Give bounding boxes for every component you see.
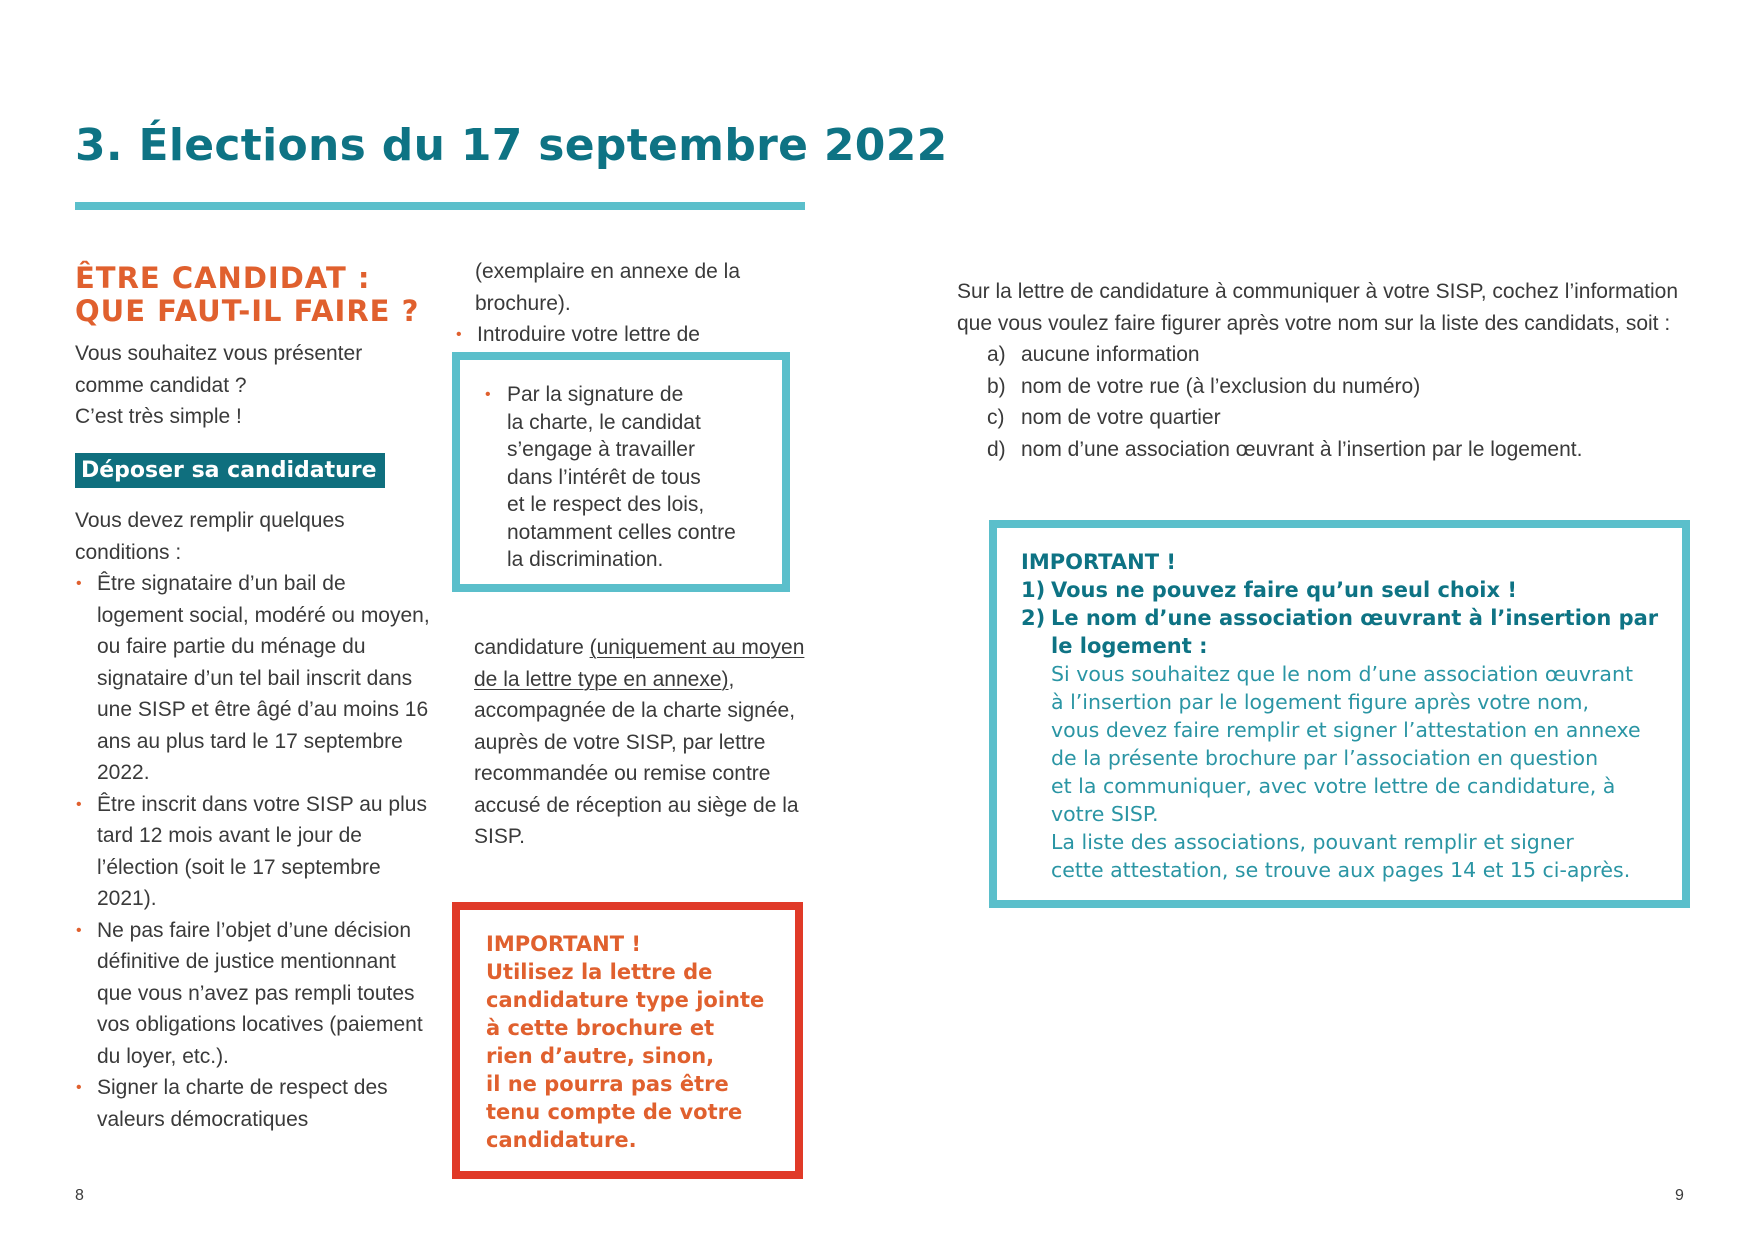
page-number-left: 8 xyxy=(75,1187,84,1204)
warning-line: à cette brochure et xyxy=(486,1016,715,1040)
important-detail-line: vous devez faire remplir et signer l’attestation en annexe xyxy=(1051,718,1641,742)
option-item: d) nom d’une association œuvrant à l’insertion par le logement. xyxy=(987,437,1583,461)
important-detail-line: à l’insertion par le logement figure après votre nom, xyxy=(1051,690,1590,714)
options-list xyxy=(957,339,1697,465)
section-heading xyxy=(75,262,419,328)
intro-text xyxy=(75,338,435,433)
warning-line: il ne pourra pas être xyxy=(486,1072,729,1096)
title-divider xyxy=(75,202,805,210)
conditions-list xyxy=(75,568,435,1135)
warning-line: rien d’autre, sinon, xyxy=(486,1044,715,1068)
condition-item: • Introduire votre lettre de xyxy=(455,319,815,351)
condition-item: • Être inscrit dans votre SISP au plus tard 12 mois avant le jour de l’élection (soit le 17 septembre 2021). xyxy=(75,789,435,915)
conditions-block xyxy=(75,505,435,1135)
charter-note-line: notamment celles contre xyxy=(507,520,736,544)
important-detail-line: Si vous souhaitez que le nom d’une association œuvrant xyxy=(1051,662,1633,686)
condition-item: • Ne pas faire l’objet d’une décision définitive de justice mentionnant que vous n’avez pas rempli toutes vos obligations locatives (paiement du loyer, etc.). xyxy=(75,915,435,1073)
options-intro: Sur la lettre de candidature à communiquer à votre SISP, cochez l’information que vous voulez faire figurer après votre nom sur la liste des candidats, soit : xyxy=(957,280,1678,335)
charter-note-line: et le respect des lois, xyxy=(507,493,705,516)
section-heading-line-1: ÊTRE CANDIDAT : xyxy=(75,261,371,295)
bullet-icon: • xyxy=(456,326,462,343)
charter-note-line: Par la signature de xyxy=(507,383,684,406)
page-number-right: 9 xyxy=(1675,1187,1684,1204)
important-point-1: 1) Vous ne pouvez faire qu’un seul choix ! xyxy=(1021,578,1517,602)
right-column xyxy=(957,276,1697,465)
warning-line: candidature. xyxy=(486,1128,637,1152)
warning-line: tenu compte de votre xyxy=(486,1100,743,1124)
continuation-text: (exemplaire en annexe de la brochure). xyxy=(475,260,741,315)
warning-text xyxy=(486,930,796,1154)
bullet-icon: • xyxy=(76,795,82,813)
charter-note-line: la discrimination. xyxy=(507,548,664,571)
condition-item: • Signer la charte de respect des valeurs démocratiques xyxy=(75,1072,435,1135)
charter-note-line: la charte, le candidat xyxy=(507,410,701,434)
intro-line-1: Vous souhaitez vous présenter xyxy=(75,342,363,365)
intro-line-3: C’est très simple ! xyxy=(75,405,242,428)
important-detail xyxy=(1021,660,1671,884)
important-title: IMPORTANT ! xyxy=(1021,550,1176,574)
important-detail-line: et la communiquer, avec votre lettre de candidature, à xyxy=(1051,774,1616,798)
letter-template-reference: (uniquement au moyen de la lettre type en annexe) xyxy=(474,636,805,691)
important-detail-line: votre SISP. xyxy=(1051,802,1159,826)
charter-note xyxy=(485,381,785,574)
bullet-icon: • xyxy=(485,386,491,403)
important-detail-line: cette attestation, se trouve aux pages 14 et 15 ci-après. xyxy=(1051,858,1631,882)
bullet-icon: • xyxy=(76,921,82,939)
option-item: b) nom de votre rue (à l’exclusion du numéro) xyxy=(987,374,1421,398)
page-title: 3. Élections du 17 septembre 2022 xyxy=(75,120,948,171)
important-point-2: 2) Le nom d’une association œuvrant à l’insertion par le logement : xyxy=(1021,606,1659,658)
charter-note-line: dans l’intérêt de tous xyxy=(507,465,701,489)
conditions-intro: Vous devez remplir quelques conditions : xyxy=(75,509,345,564)
bullet-icon: • xyxy=(76,575,82,592)
warning-title: IMPORTANT ! xyxy=(486,932,641,956)
warning-line: candidature type jointe xyxy=(486,988,765,1012)
important-detail-line: de la présente brochure par l’association en question xyxy=(1051,746,1599,770)
subsection-badge: Déposer sa candidature xyxy=(75,453,385,488)
bullet-icon: • xyxy=(76,1079,82,1096)
option-item: c) nom de votre quartier xyxy=(987,406,1221,429)
important-detail-line: La liste des associations, pouvant remplir et signer xyxy=(1051,830,1574,854)
option-item: a) aucune information xyxy=(987,343,1200,366)
intro-line-2: comme candidat ? xyxy=(75,373,247,397)
warning-line: Utilisez la lettre de xyxy=(486,960,713,984)
section-heading-line-2: QUE FAUT-IL FAIRE ? xyxy=(75,294,420,328)
middle-bullets xyxy=(455,319,815,351)
submission-text: candidature (uniquement au moyen de la lettre type en annexe), accompagnée de la charte signée, auprès de votre SISP, par lettre recommandée ou remise contre accusé de réception au siège de la SISP. xyxy=(474,636,805,848)
important-notice xyxy=(1021,548,1671,884)
condition-item: • Être signataire d’un bail de logement social, modéré ou moyen, ou faire partie du ménage du signataire d’un tel bail inscrit dans une SISP et être âgé d’au moins 16 ans au plus tard le 17 septembre 2022. xyxy=(75,568,435,789)
charter-note-line: s’engage à travailler xyxy=(507,438,695,461)
middle-column-top xyxy=(455,256,815,351)
